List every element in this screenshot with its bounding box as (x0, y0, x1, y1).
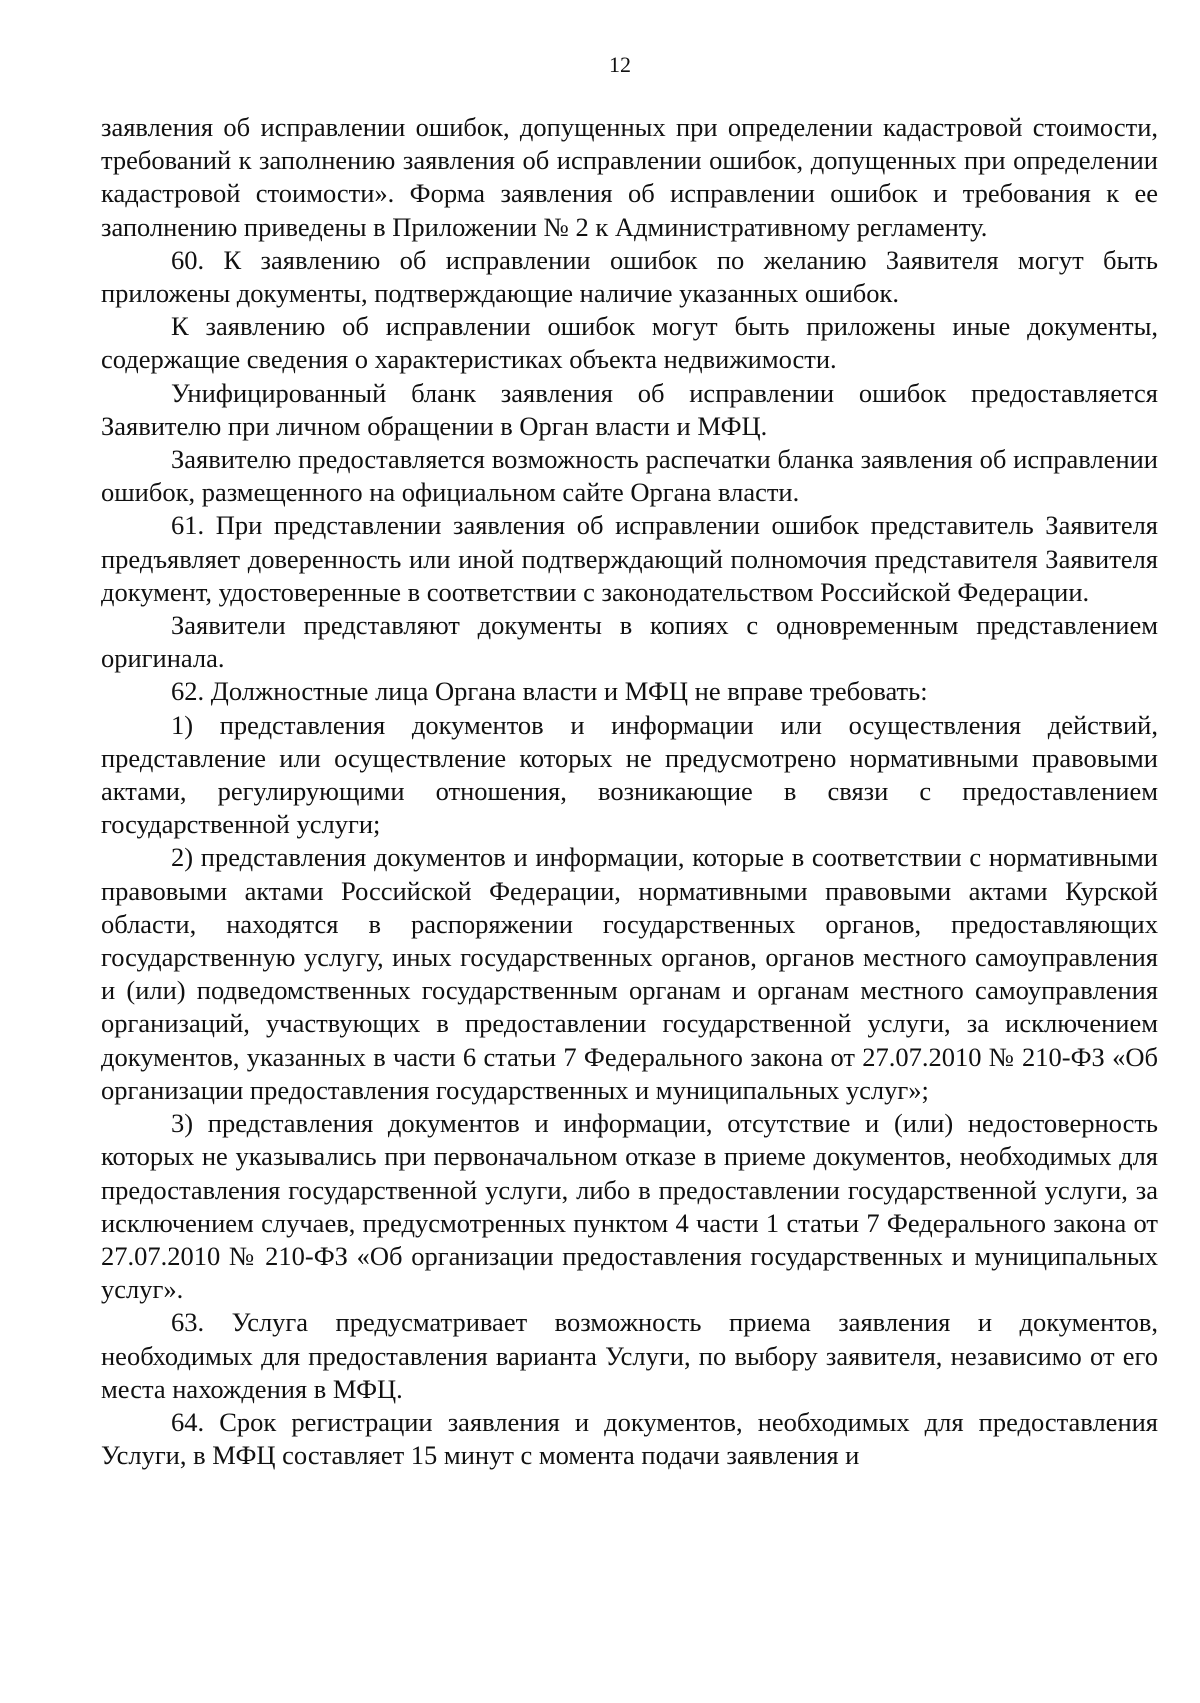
paragraph-62-item-3: 3) представления документов и информации, отсутствие и (или) недостоверность которых не указывались при первоначальном отказе в приеме документов, необходимых для предоставления государственной услуги, либо в предоставлении государственной услуги, за исключением случаев, предусмотренных пунктом 4 части 1 статьи 7 Федерального закона от 27.07.2010 № 210-ФЗ «Об организации предоставления государственных и муниципальных услуг». (101, 1108, 1158, 1305)
page-number: 12 (609, 52, 631, 77)
paragraph-60-form: Унифицированный бланк заявления об исправлении ошибок предоставляется Заявителю при личном обращении в Орган власти и МФЦ. (101, 377, 1158, 441)
paragraph-62-item-2: 2) представления документов и информации, которые в соответствии с нормативными правовыми актами Российской Федерации, нормативными правовыми актами Курской области, находятся в распоряжении государственных органов, предоставляющих государственную услугу, иных государственных органов, органов местного самоуправления и (или) подведомственных государственным органам и органам местного самоуправления организаций, участвующих в предоставлении государственной услуги, за исключением документов, указанных в части 6 статьи 7 Федерального закона от 27.07.2010 № 210-ФЗ «Об организации предоставления государственных и муниципальных услуг»; (101, 842, 1158, 1105)
document-body (101, 111, 1158, 1472)
paragraph-60-attachments: К заявлению об исправлении ошибок могут быть приложены иные документы, содержащие сведения о характеристиках объекта недвижимости. (101, 311, 1158, 375)
paragraph-60: 60. К заявлению об исправлении ошибок по желанию Заявителя могут быть приложены документы, подтверждающие наличие указанных ошибок. (101, 244, 1158, 309)
paragraph-continuation: заявления об исправлении ошибок, допущенных при определении кадастровой стоимости, требований к заполнению заявления об исправлении ошибок, допущенных при определении кадастровой стоимости». Форма заявления об исправлении ошибок и требования к ее заполнению приведены в Приложении № 2 к Административному регламенту. (101, 112, 1158, 242)
paragraph-64: 64. Срок регистрации заявления и документов, необходимых для предоставления Услуги, в МФЦ составляет 15 минут с момента подачи заявления и (101, 1406, 1158, 1471)
paragraph-62: 62. Должностные лица Органа власти и МФЦ не вправе требовать: (171, 676, 928, 707)
paragraph-60-print: Заявителю предоставляется возможность распечатки бланка заявления об исправлении ошибок, размещенного на официальном сайте Органа власти. (101, 444, 1158, 508)
paragraph-62-item-1: 1) представления документов и информации или осуществления действий, представление или осуществление которых не предусмотрено нормативными правовыми актами, регулирующими отношения, возникающие в связи с предоставлением государственной услуги; (101, 709, 1158, 840)
paragraph-63: 63. Услуга предусматривает возможность приема заявления и документов, необходимых для предоставления варианта Услуги, по выбору заявителя, независимо от его места нахождения в МФЦ. (101, 1307, 1158, 1404)
paragraph-61: 61. При представлении заявления об исправлении ошибок представитель Заявителя предъявляет доверенность или иной подтверждающий полномочия представителя Заявителя документ, удостоверенные в соответствии с законодательством Российской Федерации. (101, 510, 1158, 607)
paragraph-61-copies: Заявители представляют документы в копиях с одновременным представлением оригинала. (101, 610, 1158, 674)
